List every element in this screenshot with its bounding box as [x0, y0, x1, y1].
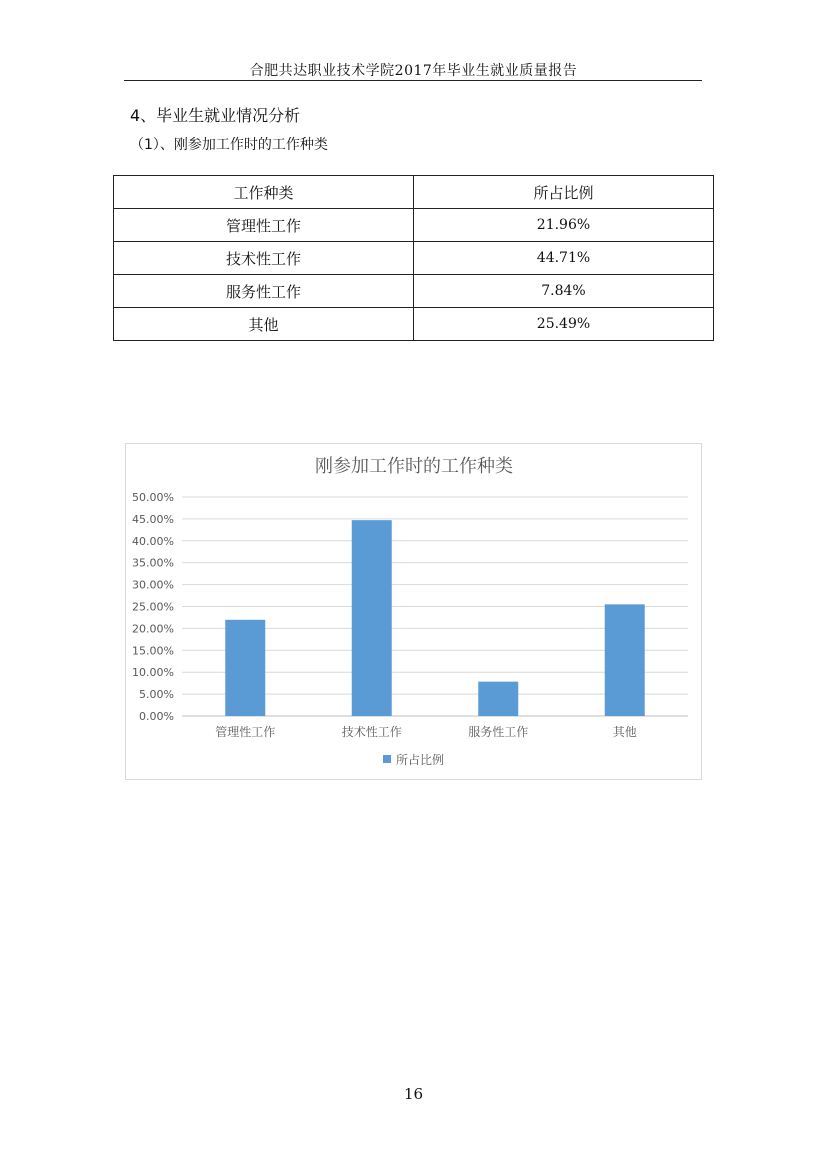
table-cell-type: 技术性工作 — [114, 242, 414, 275]
y-tick-label: 10.00% — [132, 666, 174, 680]
chart-title: 刚参加工作时的工作种类 — [315, 456, 513, 477]
table-row — [114, 308, 714, 341]
bar — [605, 604, 645, 716]
x-tick-label: 服务性工作 — [468, 725, 529, 739]
table-cell-type: 管理性工作 — [114, 209, 414, 242]
table-header-cell: 所占比例 — [414, 176, 714, 209]
x-tick-label: 技术性工作 — [341, 725, 402, 739]
y-tick-label: 20.00% — [132, 622, 174, 636]
y-tick-label: 25.00% — [132, 600, 174, 614]
table-cell-type: 服务性工作 — [114, 275, 414, 308]
work-type-table — [113, 175, 714, 341]
page-number: 16 — [403, 1085, 424, 1103]
table-row — [114, 209, 714, 242]
table-row — [114, 242, 714, 275]
table-row — [114, 275, 714, 308]
chart-canvas — [126, 444, 703, 781]
bar — [352, 520, 392, 716]
y-tick-label: 40.00% — [132, 534, 174, 548]
legend-label: 所占比例 — [396, 753, 445, 767]
y-tick-label: 35.00% — [132, 556, 174, 570]
legend-swatch — [383, 755, 391, 763]
table-cell-percent: 44.71% — [414, 242, 714, 275]
report-header-title: 合肥共达职业技术学院2017年毕业生就业质量报告 — [249, 63, 578, 79]
y-tick-label: 30.00% — [132, 578, 174, 592]
table-cell-percent: 7.84% — [414, 275, 714, 308]
subsection-heading: （1）、刚参加工作时的工作种类 — [130, 137, 328, 153]
table-header-cell: 工作种类 — [114, 176, 414, 209]
y-tick-label: 15.00% — [132, 644, 174, 658]
x-tick-label: 其他 — [612, 725, 637, 739]
bar — [225, 620, 265, 716]
table-cell-percent: 21.96% — [414, 209, 714, 242]
section-heading: 4、毕业生就业情况分析 — [130, 106, 301, 125]
table-cell-percent: 25.49% — [414, 308, 714, 341]
header-rule — [124, 80, 702, 81]
y-tick-label: 50.00% — [132, 491, 174, 504]
x-tick-label: 管理性工作 — [215, 725, 276, 739]
y-tick-label: 45.00% — [132, 512, 174, 526]
table-header-row — [114, 176, 714, 209]
y-tick-label: 0.00% — [139, 710, 174, 723]
table-cell-type: 其他 — [114, 308, 414, 341]
bar-chart — [125, 443, 702, 780]
y-tick-label: 5.00% — [139, 688, 174, 702]
bar — [478, 682, 518, 716]
